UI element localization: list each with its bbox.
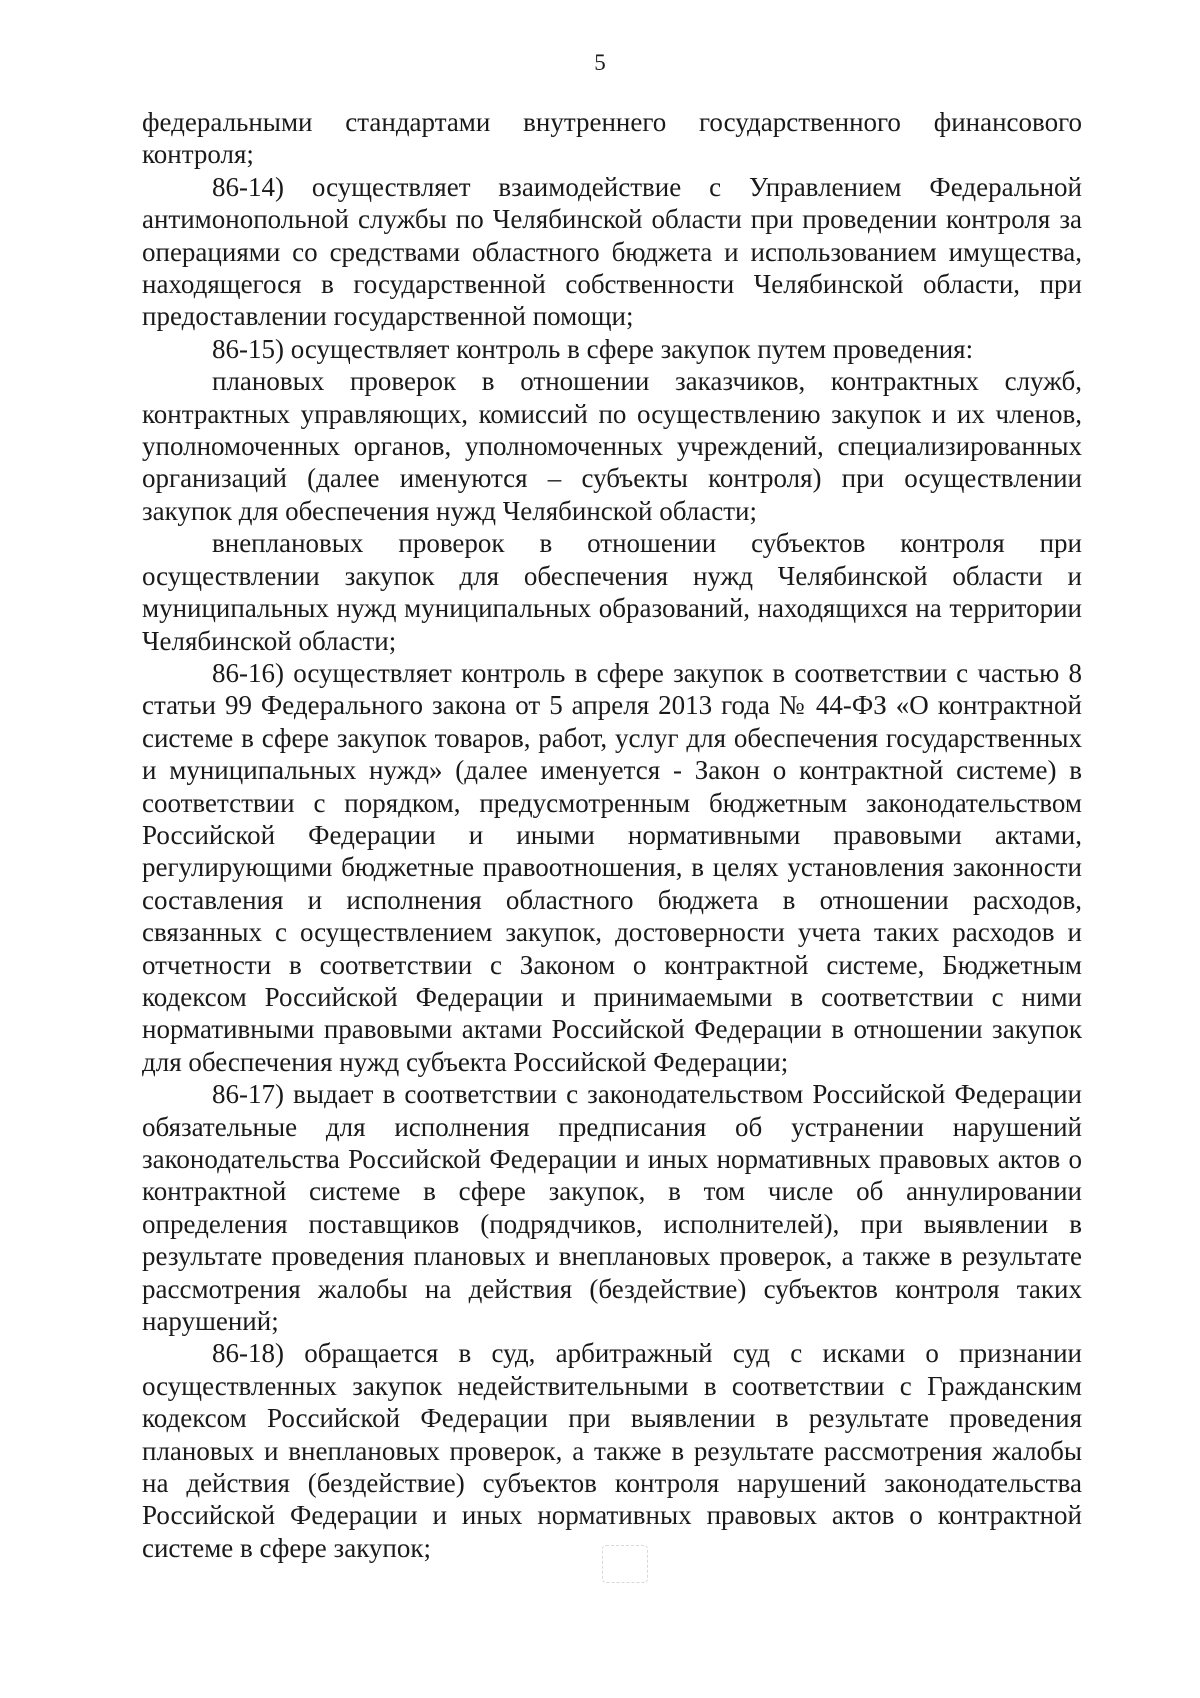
faint-stamp-mark: [602, 1545, 648, 1583]
page-number: 5: [594, 50, 606, 75]
document-body: [142, 106, 1082, 1564]
paragraph-86-14: 86-14) осуществляет взаимодействие с Управлением Федеральной антимонопольной службы по Челябинской области при проведении контроля за операциями со средствами областного бюджета и использованием имущества, находящегося в государственной собственности Челябинской области, при предоставлении государственной помощи;: [142, 171, 1082, 332]
paragraph-unplanned-inspections: внеплановых проверок в отношении субъектов контроля при осуществлении закупок для обеспечения нужд Челябинской области и муниципальных нужд муниципальных образований, находящихся на территории Челябинской области;: [142, 528, 1082, 656]
paragraph-86-17: 86-17) выдает в соответствии с законодательством Российской Федерации обязательные для исполнения предписания об устранении нарушений законодательства Российской Федерации и иных нормативных правовых актов о контрактной системе в сфере закупок, в том числе об аннулировании определения поставщиков (подрядчиков, исполнителей), при выявлении в результате проведения плановых и внеплановых проверок, а также в результате рассмотрения жалобы на действия (бездействие) субъектов контроля таких нарушений;: [142, 1079, 1082, 1337]
paragraph-86-16: 86-16) осуществляет контроль в сфере закупок в соответствии с частью 8 статьи 99 Федерального закона от 5 апреля 2013 года № 44-ФЗ «О контрактной системе в сфере закупок товаров, работ, услуг для обеспечения государственных и муниципальных нужд» (далее именуется - Закон о контрактной системе) в соответствии с порядком, предусмотренным бюджетным законодательством Российской Федерации и иными нормативными правовыми актами, регулирующими бюджетные правоотношения, в целях установления законности составления и исполнения областного бюджета в отношении расходов, связанных с осуществлением закупок, достоверности учета таких расходов и отчетности в соответствии с Законом о контрактной системе, Бюджетным кодексом Российской Федерации и принимаемыми в соответствии с ними нормативными правовыми актами Российской Федерации в отношении закупок для обеспечения нужд субъекта Российской Федерации;: [142, 657, 1082, 1077]
paragraph-continuation: федеральными стандартами внутреннего государственного финансового контроля;: [142, 107, 1082, 170]
paragraph-86-15: 86-15) осуществляет контроль в сфере закупок путем проведения:: [212, 333, 974, 364]
paragraph-planned-inspections: плановых проверок в отношении заказчиков, контрактных служб, контрактных управляющих, комиссий по осуществлению закупок и их членов, уполномоченных органов, уполномоченных учреждений, специализированных организаций (далее именуются – субъекты контроля) при осуществлении закупок для обеспечения нужд Челябинской области;: [142, 366, 1082, 526]
paragraph-86-18: 86-18) обращается в суд, арбитражный суд с исками о признании осуществленных закупок недействительными в соответствии с Гражданским кодексом Российской Федерации при выявлении в результате проведения плановых и внеплановых проверок, а также в результате рассмотрения жалобы на действия (бездействие) субъектов контроля нарушений законодательства Российской Федерации и иных нормативных правовых актов о контрактной системе в сфере закупок;: [142, 1338, 1082, 1563]
